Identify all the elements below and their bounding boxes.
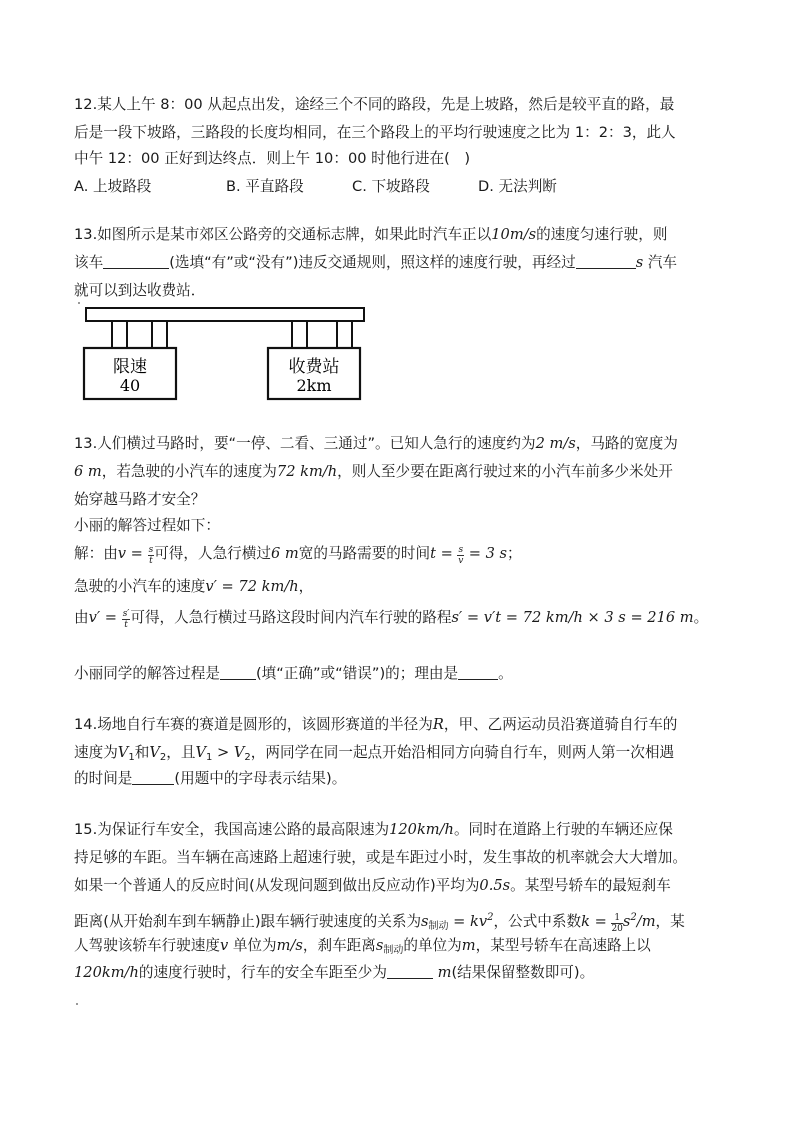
q12-line1: 12.某人上午 8：00 从起点出发，途经三个不同的路段，先是上坡路，然后是较平直的路，最 bbox=[74, 96, 675, 113]
option-c: C. 下坡路段 bbox=[352, 178, 430, 195]
q13b-line8: 小丽同学的解答过程是 (填“正确”或“错误”)的；理由是 。 bbox=[74, 665, 513, 682]
q13b-line4: 小丽的解答过程如下： bbox=[74, 517, 220, 534]
q14-line3: 的时间是 (用题中的字母表示结果)。 bbox=[74, 770, 347, 787]
q15-line6: 120km/h的速度行驶时，行车的安全车距至少为 m(结果保留整数即可)。 bbox=[74, 964, 595, 981]
answer-blank[interactable] bbox=[458, 663, 498, 680]
answer-blank[interactable] bbox=[387, 962, 433, 979]
q14-line2: 速度为$V_1$和$V_2$，且$V_1 > V_2$，两同学在同一起点开始沿相同方向骑自行车，则两人第一次相遇 bbox=[74, 744, 675, 763]
q12-line2: 后是一段下坡路，三路段的长度均相同，在三个路段上的平均行驶速度之比为 1：2：3，此人 bbox=[74, 124, 676, 141]
speed-limit-label: 限速 bbox=[113, 357, 147, 377]
option-a: A. 上坡路段 bbox=[74, 178, 152, 195]
q13b-line6: 急驶的小汽车的速度v′ = 72 km/h， bbox=[74, 578, 314, 595]
answer-blank[interactable] bbox=[132, 768, 174, 785]
toll-station-label: 收费站 bbox=[288, 357, 340, 377]
scan-speck bbox=[76, 1003, 78, 1005]
q15-line4: 距离(从开始刹车到车辆静止)跟车辆行驶速度的关系为$s_{制动} = kv^2$，公式中系数k = $\frac{1}{20}$ $s^2/m$，某 bbox=[74, 912, 685, 934]
q13a-line2: 该车 (选填“有”或“没有”)违反交通规则，照这样的速度行驶，再经过 s 汽车 bbox=[74, 254, 678, 271]
sign-post bbox=[337, 321, 352, 348]
toll-station-distance: 2km bbox=[296, 376, 332, 395]
option-d: D. 无法判断 bbox=[478, 178, 557, 195]
option-b: B. 平直路段 bbox=[226, 178, 304, 195]
q13b-line7: 由v′ = $\frac{s'}{t}$ 可得，人急行横过马路这段时间内汽车行驶的路程s′ = v′t = 72 km/h × 3 s = 216 m。 bbox=[74, 609, 709, 630]
sign-beam bbox=[86, 308, 364, 321]
sign-post bbox=[112, 321, 127, 348]
q14-line1: 14.场地自行车赛的赛道是圆形的，该圆形赛道的半径为R，甲、乙两运动员沿赛道骑自行车的 bbox=[74, 716, 678, 733]
q13b-line3: 始穿越马路才安全？ bbox=[74, 491, 206, 508]
q15-line5: 人驾驶该轿车行驶速度v 单位为m/s，刹车距离$s_{制动}$的单位为m，某型号轿车在高速路上以 bbox=[74, 937, 651, 956]
sign-post bbox=[292, 321, 307, 348]
q13b-line1: 13.人们横过马路时，要“一停、二看、三通过”。已知人急行的速度约为2 m/s，马路的宽度为 bbox=[74, 435, 678, 452]
sign-post bbox=[152, 321, 167, 348]
q13a-line1: 13.如图所示是某市郊区公路旁的交通标志牌，如果此时汽车正以10m/s的速度匀速行驶，则 bbox=[74, 226, 668, 243]
q15-line2: 持足够的车距。当车辆在高速路上超速行驶，或是车距过小时，发生事故的机率就会大大增加。 bbox=[74, 849, 687, 866]
scan-speck bbox=[78, 302, 80, 304]
q12-line3: 中午 12：00 正好到达终点．则上午 10：00 时他行进在( ) bbox=[74, 150, 471, 167]
q13b-line5: 解：由v = $\frac{s}{t}$ 可得，人急行横过6 m宽的马路需要的时间t = $\frac{s}{v}$ = 3 s； bbox=[74, 545, 522, 566]
q13b-line2: 6 m，若急驶的小汽车的速度为72 km/h，则人至少要在距离行驶过来的小汽车前多少米处开 bbox=[74, 463, 673, 480]
answer-blank[interactable] bbox=[576, 252, 636, 269]
traffic-sign-figure bbox=[82, 306, 372, 402]
q13a-line3: 就可以到达收费站． bbox=[74, 282, 206, 299]
speed-limit-value: 40 bbox=[119, 376, 141, 395]
answer-blank[interactable] bbox=[220, 663, 256, 680]
speed-value: 10m/s bbox=[491, 226, 537, 243]
q15-line1: 15.为保证行车安全，我国高速公路的最高限速为120km/h。同时在道路上行驶的车辆还应保 bbox=[74, 821, 673, 838]
answer-blank[interactable] bbox=[103, 252, 169, 269]
q15-line3: 如果一个普通人的反应时间(从发现问题到做出反应动作)平均为0.5s。某型号轿车的最短刹车 bbox=[74, 877, 671, 894]
